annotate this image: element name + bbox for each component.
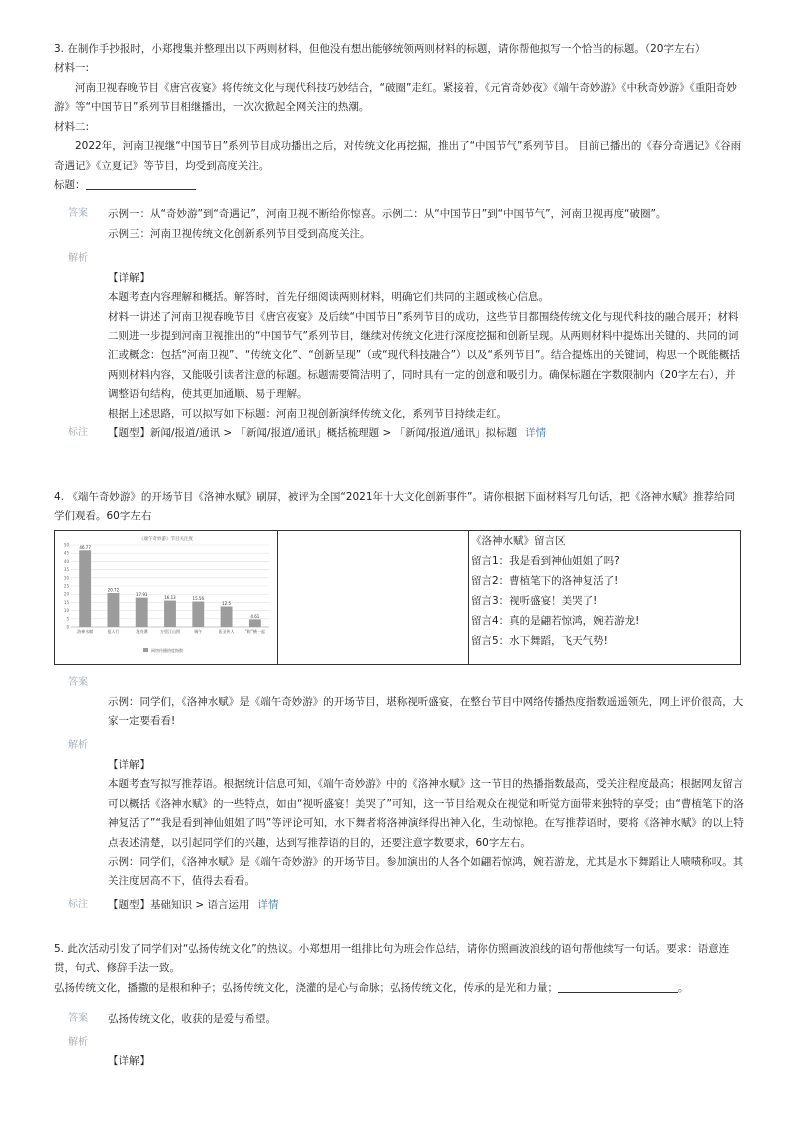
q5-answer — [68, 1010, 744, 1029]
q5-analysis-body — [68, 1052, 744, 1071]
q4-tag-text: 【题型】基础知识 > 语言运用 — [108, 898, 250, 911]
q3-analysis-p3: 根据上述思路，可以拟写如下标题：河南卫视创新演绎传统文化，系列节目持续走红。 — [108, 407, 507, 420]
chart-x-tick: 洛神水赋 — [77, 629, 94, 634]
chart-data-label: 17.91 — [135, 592, 148, 598]
q4-analysis-label: 解析 — [68, 740, 88, 752]
q4-empty-cell — [278, 531, 469, 665]
q4-answer-label: 答案 — [68, 677, 88, 688]
q3-answer-2: 示例三：河南卫视传统文化创新系列节目受到高度关注。 — [108, 227, 371, 240]
chart-data-label: 16.13 — [164, 595, 176, 601]
q4-comment-title: 《洛神水赋》留言区 — [471, 535, 566, 547]
chart-x-tick: 万里江山图 — [160, 629, 180, 634]
q3-title-label: 标题： — [54, 178, 86, 191]
chart-y-tick: 30 — [63, 575, 69, 581]
q4-analysis — [68, 737, 744, 756]
q5-analysis — [68, 1034, 744, 1053]
chart-bar — [221, 607, 233, 628]
question-4 — [54, 488, 744, 527]
chart-y-tick: 5 — [66, 616, 69, 622]
q4-tag-label: 标注 — [68, 898, 88, 910]
q3-tag-text: 【题型】新闻/报道/通讯 > 「新闻/报道/通讯」概括梳理题 > 「新闻/报道/通讯」拟标题 — [108, 427, 518, 440]
chart-bar — [136, 598, 148, 627]
q3-analysis-body — [68, 269, 744, 424]
q5-analysis-label: 解析 — [68, 1036, 88, 1048]
question-4-answer-block — [54, 674, 744, 915]
q4-comment: 留言2：曹植笔下的洛神复活了! — [471, 575, 619, 587]
q3-analysis — [68, 250, 744, 269]
chart-y-tick: 15 — [63, 599, 69, 605]
q3-answer-label: 答案 — [68, 208, 88, 220]
q4-answer-body — [68, 693, 744, 732]
q4-material-table — [54, 530, 741, 665]
question-3 — [54, 40, 744, 444]
q4-tag — [68, 896, 744, 915]
chart-x-tick: 医圣传人 — [218, 629, 235, 634]
q4-stem: 4. 《端午奇妙游》的开场节目《洛神水赋》刷屏，被评为全国“2021年十大文化创新事件”。请你根据下面材料写几句话，把《洛神水赋》推荐给同学们观看。60字左右 — [54, 491, 735, 523]
chart-x-tick: “粽”横一起 — [244, 629, 265, 634]
q5-stem: 5. 此次活动引发了同学们对“弘扬传统文化”的热议。小郑想用一组排比句为班会作总结，请你仿照画波浪线的语句帮他续写一句话。要求：语意连贯，句式、修辞手法一致。 — [54, 943, 730, 975]
question-5 — [54, 940, 744, 1072]
q4-comment: 留言3：视听盛宴！美哭了! — [471, 595, 598, 607]
chart-y-tick: 0 — [66, 624, 69, 630]
q4-comment: 留言1：我是看到神仙姐姐了吗? — [471, 555, 620, 567]
chart-y-tick: 45 — [63, 550, 69, 556]
chart-bar — [79, 550, 91, 627]
chart-y-tick: 40 — [63, 558, 69, 564]
q3-title-line — [54, 176, 744, 195]
q4-analysis-p1: 本题考查写拟写推荐语。根据统计信息可知，《端午奇妙游》中的《洛神水赋》这一节目的热播指数最高，受关注程度最高；根据网友留言可以概括《洛神水赋》的一些特点，如由“视听盛宴！美哭了”可知，这一节目给观众在视觉和听觉方面带来独特的享受；由“曹植笔下的洛神复活了”“我是看到神仙姐姐了吗”等评论可知，水下舞者将洛神演绎得出神入化，生动惊艳。在写推荐语时，要将《洛神水赋》的以上特点表述清楚，以引起同学们的兴趣，达到写推荐语的目的，还要注意字数要求，60字左右。 — [108, 778, 744, 849]
chart-bar — [192, 601, 204, 627]
q4-bar-chart — [55, 531, 277, 657]
q5-line-text: 弘扬传统文化，播撒的是根和种子；弘扬传统文化，浇灌的是心与命脉；弘扬传统文化，传承的是光和力量； — [54, 981, 558, 994]
q5-answer-text: 弘扬传统文化，收获的是爱与希望。 — [108, 1013, 276, 1026]
chart-data-label: 46.77 — [79, 544, 91, 550]
chart-data-label: 20.72 — [107, 587, 120, 593]
q4-detail-link[interactable]: 详情 — [257, 898, 279, 911]
q5-line: 弘扬传统文化，播撒的是根和种子；弘扬传统文化，浇灌的是心与命脉；弘扬传统文化，传承的是光和力量； 。 — [54, 981, 689, 994]
q5-blank[interactable] — [558, 982, 678, 993]
q4-comment: 留言4：真的是翩若惊鸿，婉若游龙! — [471, 615, 640, 627]
q4-answer — [68, 674, 744, 693]
q5-answer-label: 答案 — [68, 1013, 88, 1025]
q3-tag-label: 标注 — [68, 427, 88, 439]
chart-x-tick: 龙舟赛 — [135, 629, 148, 634]
q3-material1-text: 河南卫视春晚节目《唐宫夜宴》将传统文化与现代科技巧妙结合，“破圈”走红。紧接着，《元宵奇妙夜》《端午奇妙游》《中秋奇妙游》《重阳奇妙游》等“中国节日”系列节目相继播出，一次次掀起全网关注的热潮。 — [54, 81, 737, 114]
q3-title-blank[interactable] — [86, 179, 196, 190]
chart-x-tick: 端午 — [194, 629, 203, 634]
q3-analysis-p1: 本题考查内容理解和概括。解答时，首先仔细阅读两则材料，明确它们共同的主题或核心信息。 — [108, 291, 549, 304]
chart-data-label: 4.61 — [250, 613, 260, 619]
chart-y-tick: 20 — [63, 591, 69, 597]
q4-detail-heading: 【详解】 — [108, 758, 150, 771]
chart-legend-swatch — [143, 648, 148, 652]
chart-y-tick: 50 — [63, 542, 69, 548]
q4-analysis-body — [68, 756, 744, 892]
chart-legend-label: 网络传播热度指数 — [151, 648, 183, 653]
chart-y-tick: 10 — [63, 608, 69, 614]
q4-comment-cell — [469, 531, 741, 665]
q4-answer-text: 示例：同学们，《洛神水赋》是《端午奇妙游》的开场节目，堪称视听盛宴，在整台节目中网络传播热度指数遥遥领先，网上评价很高，大家一定要看看! — [108, 695, 744, 727]
q4-analysis-p2: 示例：同学们，《洛神水赋》是《端午奇妙游》的开场节目。参加演出的人各个如翩若惊鸿，婉若游龙，尤其是水下舞蹈让人啧啧称叹。其关注度居高不下，值得去看看。 — [108, 855, 744, 888]
chart-data-label: 15.56 — [192, 595, 205, 601]
q3-stem: 3. 在制作手抄报时，小郑搜集并整理出以下两则材料，但他没有想出能够统领两则材料的标题，请你帮他拟写一个恰当的标题。（20字左右） — [54, 43, 706, 55]
q3-material2-label: 材料二: — [54, 120, 90, 133]
q3-analysis-label: 解析 — [68, 253, 88, 265]
chart-bar — [249, 619, 261, 627]
q5-detail-heading: 【详解】 — [108, 1055, 150, 1068]
q3-answer — [68, 205, 744, 244]
chart-data-label: 12.5 — [222, 601, 232, 606]
chart-bar — [164, 601, 176, 627]
chart-y-tick: 25 — [63, 583, 69, 589]
q3-detail-link[interactable]: 详情 — [525, 427, 547, 440]
q3-material2-text: 2022年，河南卫视继“中国节日”系列节目成功播出之后，对传统文化再挖掘，推出了“中国节气”系列节目。 目前已播出的《春分奇遇记》《谷雨奇遇记》《立夏记》等节目，均受到高度关注。 — [54, 140, 742, 172]
chart-title: 《端午奇妙游》节目关注度 — [139, 537, 193, 542]
q3-tag — [68, 424, 744, 443]
q4-comment: 留言5：水下舞蹈，飞天气势! — [471, 635, 608, 647]
q3-detail-heading: 【详解】 — [108, 271, 150, 284]
chart-x-tick: 祖人行 — [107, 629, 120, 634]
q3-analysis-p2: 材料一讲述了河南卫视春晚节目《唐宫夜宴》及后续“中国节日”系列节目的成功，这些节目都围绕传统文化与现代科技的融合展开；材料二则进一步提到河南卫视推出的“中国节气”系列节目，继续对传统文化进行深度挖掘和创新呈现。从两则材料中提炼出关键的、共同的词汇或概念：包括“河南卫视”、“传统文化”、“创新呈现”（或“现代科技融合”）以及“系列节目”。结合提炼出的关键词，构思一个既能概括两则材料内容，又能吸引读者注意的标题。标题需要简洁明了，同时具有一定的创意和吸引力。确保标题在字数限制内（20字左右），并调整语句结构，使其更加通顺、易于理解。 — [108, 310, 740, 401]
q3-answer-1: 示例一：从“奇妙游”到“奇遇记”，河南卫视不断给你惊喜。示例二：从“中国节日”到“中国节气”，河南卫视再度“破圈”。 — [108, 208, 667, 221]
chart-y-tick: 35 — [63, 567, 69, 573]
chart-bar — [107, 593, 119, 627]
q4-chart-cell — [55, 531, 278, 665]
q3-material1-label: 材料一: — [54, 62, 90, 75]
